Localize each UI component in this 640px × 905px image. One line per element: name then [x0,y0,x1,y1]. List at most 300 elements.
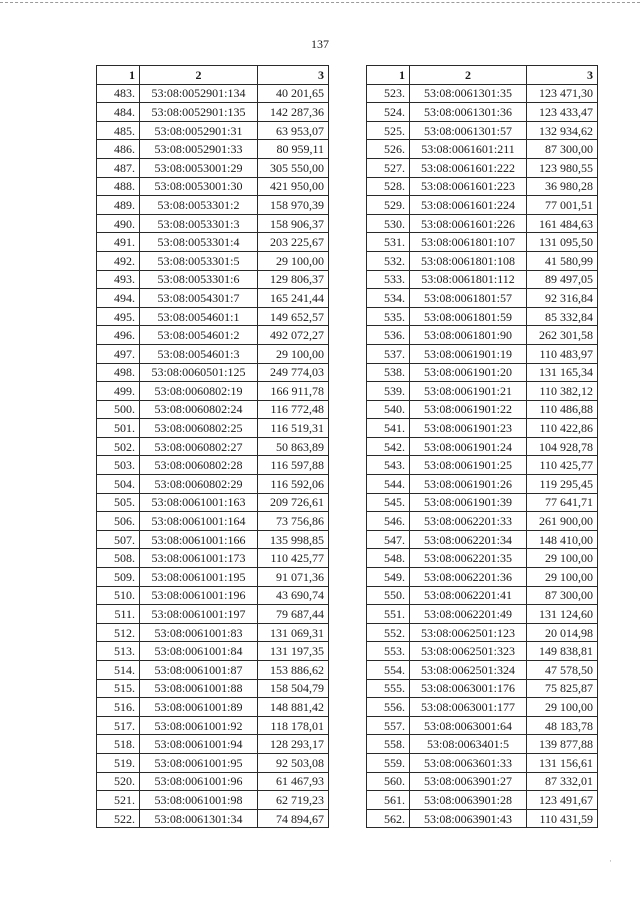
row-number: 544. [367,475,410,494]
cadastral-number: 53:08:0062201:33 [410,512,527,531]
cadastral-value: 305 550,00 [258,158,329,177]
cadastral-number: 53:08:0061001:83 [140,623,258,642]
table-row [367,661,598,680]
cadastral-value: 110 382,12 [527,382,598,401]
cadastral-number: 53:08:0061601:226 [410,214,527,233]
table-row [367,344,598,363]
row-number: 521. [97,791,140,810]
table-row [97,140,329,159]
table-row [97,158,329,177]
table-row [367,791,598,810]
cadastral-number: 53:08:0063901:43 [410,809,527,828]
table-row [367,289,598,308]
cadastral-number: 53:08:0061801:107 [410,233,527,252]
cadastral-value: 131 165,34 [527,363,598,382]
table-row [97,791,329,810]
cadastral-number: 53:08:0061901:26 [410,475,527,494]
table-row [97,530,329,549]
table-row [367,623,598,642]
table-row [97,475,329,494]
cadastral-number: 53:08:0054601:3 [140,344,258,363]
row-number: 520. [97,772,140,791]
row-number: 525. [367,121,410,140]
table-row [367,605,598,624]
cadastral-value: 209 726,61 [258,493,329,512]
table-row [367,698,598,717]
cadastral-number: 53:08:0052901:31 [140,121,258,140]
row-number: 492. [97,251,140,270]
cadastral-value: 132 934,62 [527,121,598,140]
table-row [97,121,329,140]
row-number: 549. [367,568,410,587]
table-row [97,233,329,252]
table-row [367,679,598,698]
table-row [97,661,329,680]
row-number: 541. [367,419,410,438]
row-number: 507. [97,530,140,549]
table-row [97,214,329,233]
cadastral-value: 203 225,67 [258,233,329,252]
table-row [97,772,329,791]
row-number: 489. [97,196,140,215]
cadastral-value: 110 422,86 [527,419,598,438]
cadastral-number: 53:08:0061001:89 [140,698,258,717]
cadastral-number: 53:08:0061001:163 [140,493,258,512]
cadastral-number: 53:08:0060802:28 [140,456,258,475]
row-number: 496. [97,326,140,345]
row-number: 515. [97,679,140,698]
cadastral-number: 53:08:0052901:134 [140,84,258,103]
cadastral-value: 29 100,00 [258,251,329,270]
cadastral-value: 161 484,63 [527,214,598,233]
cadastral-value: 63 953,07 [258,121,329,140]
cadastral-number: 53:08:0053301:3 [140,214,258,233]
row-number: 542. [367,437,410,456]
cadastral-value: 165 241,44 [258,289,329,308]
row-number: 545. [367,493,410,512]
cadastral-value: 36 980,28 [527,177,598,196]
table-row [367,103,598,122]
cadastral-value: 110 425,77 [258,549,329,568]
row-number: 547. [367,530,410,549]
row-number: 501. [97,419,140,438]
row-number: 494. [97,289,140,308]
table-row [367,809,598,828]
cadastral-number: 53:08:0061901:25 [410,456,527,475]
cadastral-number: 53:08:0061301:36 [410,103,527,122]
table-row [367,251,598,270]
row-number: 506. [97,512,140,531]
table-row [97,623,329,642]
cadastral-number: 53:08:0061001:96 [140,772,258,791]
table-row [97,512,329,531]
table-row [97,809,329,828]
row-number: 551. [367,605,410,624]
cadastral-number: 53:08:0052901:135 [140,103,258,122]
cadastral-number: 53:08:0061001:173 [140,549,258,568]
table-row [367,363,598,382]
cadastral-value: 77 001,51 [527,196,598,215]
cadastral-value: 29 100,00 [527,568,598,587]
table-row [97,698,329,717]
cadastral-number: 53:08:0061001:195 [140,568,258,587]
cadastral-value: 118 178,01 [258,716,329,735]
row-number: 546. [367,512,410,531]
cadastral-value: 148 881,42 [258,698,329,717]
row-number: 491. [97,233,140,252]
cadastral-number: 53:08:0061001:196 [140,586,258,605]
row-number: 536. [367,326,410,345]
row-number: 503. [97,456,140,475]
cadastral-value: 131 197,35 [258,642,329,661]
table-row [367,196,598,215]
cadastral-number: 53:08:0061801:59 [410,307,527,326]
row-number: 554. [367,661,410,680]
table-row [367,233,598,252]
cadastral-number: 53:08:0061001:84 [140,642,258,661]
row-number: 555. [367,679,410,698]
cadastral-value: 261 900,00 [527,512,598,531]
row-number: 561. [367,791,410,810]
col-header-value: 3 [258,66,329,85]
row-number: 485. [97,121,140,140]
cadastral-value: 75 825,87 [527,679,598,698]
table-row [367,549,598,568]
row-number: 524. [367,103,410,122]
cadastral-number: 53:08:0061301:35 [410,84,527,103]
top-border-line [0,2,640,3]
row-number: 557. [367,716,410,735]
table-row [367,456,598,475]
table-row [97,549,329,568]
row-number: 511. [97,605,140,624]
cadastral-number: 53:08:0061901:39 [410,493,527,512]
row-number: 504. [97,475,140,494]
cadastral-number: 53:08:0061001:95 [140,753,258,772]
row-number: 550. [367,586,410,605]
cadastral-value: 142 287,36 [258,103,329,122]
table-row [367,493,598,512]
cadastral-value: 62 719,23 [258,791,329,810]
table-row [97,326,329,345]
row-number: 514. [97,661,140,680]
row-number: 483. [97,84,140,103]
cadastral-number: 53:08:0061001:92 [140,716,258,735]
row-number: 533. [367,270,410,289]
row-number: 543. [367,456,410,475]
row-number: 559. [367,753,410,772]
cadastral-value: 123 980,55 [527,158,598,177]
col-header-cadastral-id: 2 [410,66,527,85]
row-number: 493. [97,270,140,289]
cadastral-number: 53:08:0061801:90 [410,326,527,345]
cadastral-value: 48 183,78 [527,716,598,735]
table-header-row [97,66,329,85]
cadastral-number: 53:08:0061001:94 [140,735,258,754]
cadastral-value: 110 431,59 [527,809,598,828]
table-row [97,84,329,103]
row-number: 517. [97,716,140,735]
table-row [97,716,329,735]
cadastral-value: 43 690,74 [258,586,329,605]
cadastral-number: 53:08:0061901:21 [410,382,527,401]
table-row [97,437,329,456]
cadastral-number: 53:08:0061001:88 [140,679,258,698]
cadastral-value: 110 486,88 [527,400,598,419]
row-number: 486. [97,140,140,159]
cadastral-value: 89 497,05 [527,270,598,289]
table-row [367,735,598,754]
cadastral-number: 53:08:0061801:112 [410,270,527,289]
table-row [367,121,598,140]
cadastral-number: 53:08:0061601:223 [410,177,527,196]
cadastral-value: 492 072,27 [258,326,329,345]
cadastral-number: 53:08:0054601:1 [140,307,258,326]
cadastral-number: 53:08:0063401:5 [410,735,527,754]
cadastral-number: 53:08:0060802:27 [140,437,258,456]
row-number: 498. [97,363,140,382]
table-row [367,270,598,289]
row-number: 488. [97,177,140,196]
cadastral-value: 149 838,81 [527,642,598,661]
table-row [97,605,329,624]
cadastral-number: 53:08:0063901:27 [410,772,527,791]
row-number: 519. [97,753,140,772]
cadastral-number: 53:08:0061901:22 [410,400,527,419]
cadastral-value: 29 100,00 [527,698,598,717]
cadastral-value: 73 756,86 [258,512,329,531]
table-row [97,456,329,475]
table-row [367,177,598,196]
cadastral-value: 87 300,00 [527,140,598,159]
cadastral-value: 149 652,57 [258,307,329,326]
table-row [367,326,598,345]
table-row [367,475,598,494]
table-row [367,400,598,419]
table-header-row [367,66,598,85]
cadastral-number: 53:08:0054301:7 [140,289,258,308]
col-header-number: 1 [97,66,140,85]
table-row [97,103,329,122]
row-number: 497. [97,344,140,363]
cadastral-number: 53:08:0060802:24 [140,400,258,419]
cadastral-number: 53:08:0053001:29 [140,158,258,177]
cadastral-value: 41 580,99 [527,251,598,270]
row-number: 527. [367,158,410,177]
cadastral-value: 77 641,71 [527,493,598,512]
cadastral-number: 53:08:0061901:19 [410,344,527,363]
cadastral-number: 53:08:0053301:4 [140,233,258,252]
cadastral-value: 119 295,45 [527,475,598,494]
table-row [97,735,329,754]
table-row [97,679,329,698]
table-row [97,400,329,419]
table-row [367,140,598,159]
row-number: 526. [367,140,410,159]
row-number: 502. [97,437,140,456]
cadastral-number: 53:08:0061001:197 [140,605,258,624]
cadastral-value: 85 332,84 [527,307,598,326]
cadastral-value: 29 100,00 [258,344,329,363]
col-header-number: 1 [367,66,410,85]
row-number: 528. [367,177,410,196]
cadastral-number: 53:08:0060802:19 [140,382,258,401]
cadastral-number: 53:08:0054601:2 [140,326,258,345]
cadastral-value: 158 906,37 [258,214,329,233]
cadastral-value: 249 774,03 [258,363,329,382]
row-number: 539. [367,382,410,401]
cadastral-value: 166 911,78 [258,382,329,401]
cadastral-value: 47 578,50 [527,661,598,680]
row-number: 484. [97,103,140,122]
table-row [367,512,598,531]
page-number: 137 [311,37,329,51]
cadastral-value: 135 998,85 [258,530,329,549]
cadastral-number: 53:08:0061901:20 [410,363,527,382]
cadastral-number: 53:08:0061001:87 [140,661,258,680]
col-header-value: 3 [527,66,598,85]
cadastral-number: 53:08:0060802:25 [140,419,258,438]
cadastral-number: 53:08:0053301:5 [140,251,258,270]
cadastral-value: 131 156,61 [527,753,598,772]
table-row [367,753,598,772]
table-row [367,158,598,177]
cadastral-value: 61 467,93 [258,772,329,791]
row-number: 500. [97,400,140,419]
table-row [367,214,598,233]
cadastral-value: 116 772,48 [258,400,329,419]
table-row [367,307,598,326]
cadastral-value: 131 124,60 [527,605,598,624]
cadastral-value: 158 970,39 [258,196,329,215]
cadastral-number: 53:08:0062501:123 [410,623,527,642]
cadastral-number: 53:08:0053301:2 [140,196,258,215]
row-number: 490. [97,214,140,233]
cadastral-number: 53:08:0053301:6 [140,270,258,289]
cadastral-value: 50 863,89 [258,437,329,456]
row-number: 509. [97,568,140,587]
table-row [367,419,598,438]
cadastral-value: 158 504,79 [258,679,329,698]
row-number: 558. [367,735,410,754]
cadastral-number: 53:08:0062201:36 [410,568,527,587]
table-row [97,344,329,363]
table-row [97,177,329,196]
cadastral-table-left [96,65,329,828]
cadastral-number: 53:08:0062201:41 [410,586,527,605]
row-number: 495. [97,307,140,326]
cadastral-value: 123 433,47 [527,103,598,122]
cadastral-table-right [366,65,598,828]
cadastral-value: 74 894,67 [258,809,329,828]
cadastral-number: 53:08:0061901:24 [410,437,527,456]
cadastral-number: 53:08:0062201:49 [410,605,527,624]
cadastral-number: 53:08:0061001:166 [140,530,258,549]
row-number: 522. [97,809,140,828]
cadastral-number: 53:08:0060501:125 [140,363,258,382]
cadastral-value: 129 806,37 [258,270,329,289]
table-row [97,251,329,270]
table-row [367,382,598,401]
table-row [97,753,329,772]
cadastral-value: 139 877,88 [527,735,598,754]
table-row [367,84,598,103]
row-number: 537. [367,344,410,363]
row-number: 512. [97,623,140,642]
cadastral-value: 110 425,77 [527,456,598,475]
cadastral-value: 116 597,88 [258,456,329,475]
row-number: 505. [97,493,140,512]
table-row [97,493,329,512]
cadastral-number: 53:08:0061601:224 [410,196,527,215]
cadastral-value: 128 293,17 [258,735,329,754]
row-number: 540. [367,400,410,419]
table-row [97,307,329,326]
row-number: 513. [97,642,140,661]
col-header-cadastral-id: 2 [140,66,258,85]
cadastral-value: 116 519,31 [258,419,329,438]
cadastral-value: 123 471,30 [527,84,598,103]
cadastral-number: 53:08:0063001:177 [410,698,527,717]
cadastral-number: 53:08:0063901:28 [410,791,527,810]
row-number: 534. [367,289,410,308]
cadastral-number: 53:08:0061301:57 [410,121,527,140]
row-number: 508. [97,549,140,568]
table-row [97,642,329,661]
row-number: 518. [97,735,140,754]
table-row [97,196,329,215]
cadastral-value: 262 301,58 [527,326,598,345]
row-number: 556. [367,698,410,717]
row-number: 532. [367,251,410,270]
cadastral-value: 92 316,84 [527,289,598,308]
table-row [367,716,598,735]
cadastral-value: 153 886,62 [258,661,329,680]
cadastral-number: 53:08:0061601:211 [410,140,527,159]
table-row [97,419,329,438]
row-number: 562. [367,809,410,828]
cadastral-value: 131 069,31 [258,623,329,642]
cadastral-number: 53:08:0061801:108 [410,251,527,270]
cadastral-number: 53:08:0061801:57 [410,289,527,308]
row-number: 523. [367,84,410,103]
cadastral-number: 53:08:0063601:33 [410,753,527,772]
cadastral-value: 148 410,00 [527,530,598,549]
table-row [97,289,329,308]
cadastral-number: 53:08:0062201:35 [410,549,527,568]
cadastral-value: 91 071,36 [258,568,329,587]
table-row [97,363,329,382]
row-number: 487. [97,158,140,177]
cadastral-value: 29 100,00 [527,549,598,568]
table-row [97,382,329,401]
cadastral-value: 87 300,00 [527,586,598,605]
table-row [97,568,329,587]
table-row [367,586,598,605]
cadastral-number: 53:08:0052901:33 [140,140,258,159]
table-row [367,437,598,456]
cadastral-number: 53:08:0060802:29 [140,475,258,494]
cadastral-number: 53:08:0061901:23 [410,419,527,438]
table-row [97,270,329,289]
row-number: 516. [97,698,140,717]
cadastral-number: 53:08:0062201:34 [410,530,527,549]
cadastral-value: 92 503,08 [258,753,329,772]
cadastral-number: 53:08:0061601:222 [410,158,527,177]
cadastral-number: 53:08:0061301:34 [140,809,258,828]
cadastral-value: 110 483,97 [527,344,598,363]
cadastral-number: 53:08:0063001:176 [410,679,527,698]
